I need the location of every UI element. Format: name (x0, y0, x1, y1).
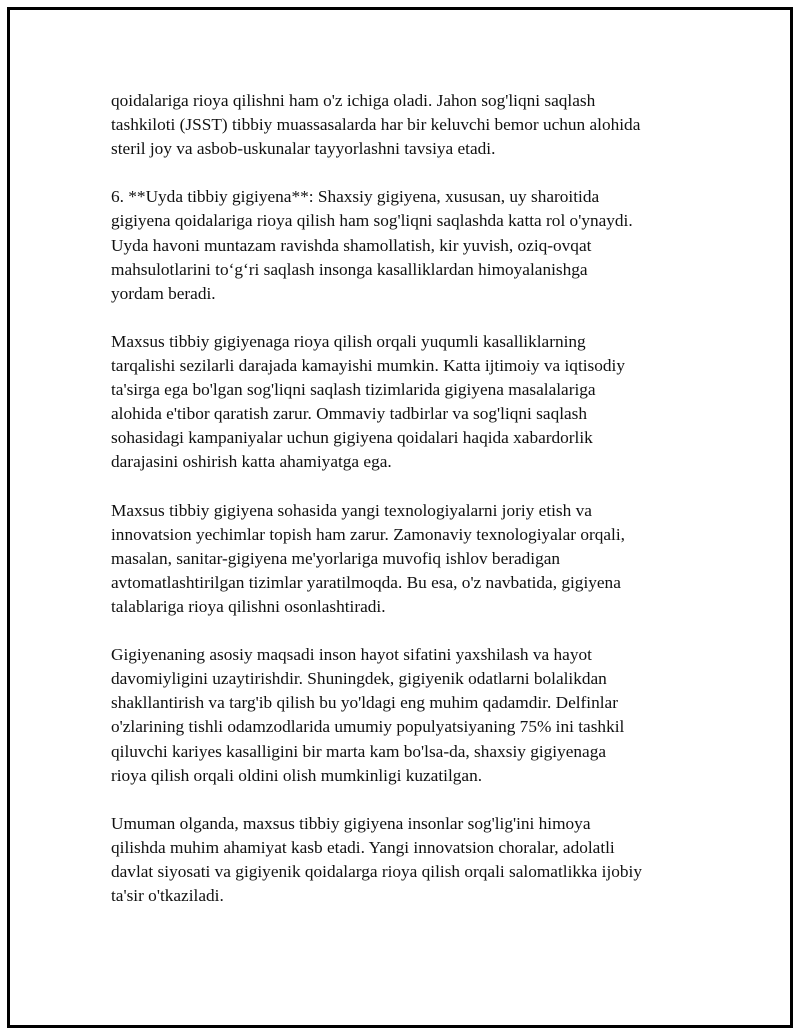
paragraph-2: 6. **Uyda tibbiy gigiyena**: Shaxsiy gigiyena, xususan, uy sharoitida gigiyena qoidalariga rioya qilish ham sog'liqni saqlashda katta rol o'ynaydi. Uyda havoni muntazam ravishda shamollatish, kir yuvish, oziq-ovqat mahsulotlarini to‘g‘ri saqlash insonga kasalliklardan himoyalanishga yordam beradi. (111, 187, 633, 303)
paragraph-3: Maxsus tibbiy gigiyenaga rioya qilish orqali yuqumli kasalliklarning tarqalishi sezilarli darajada kamayishi mumkin. Katta ijtimoiy va iqtisodiy ta'sirga ega bo'lgan sog'liqni saqlash tizimlarida gigiyena masalalariga alohida e'tibor qaratish zarur. Ommaviy tadbirlar va sog'liqni saqlash sohasidagi kampaniyalar uchun gigiyena qoidalari haqida xabardorlik darajasini oshirish katta ahamiyatga ega. (111, 331, 625, 472)
paragraph-5: Gigiyenaning asosiy maqsadi inson hayot sifatini yaxshilash va hayot davomiyligini uzaytirishdir. Shuningdek, gigiyenik odatlarni bolalikdan shakllantirish va targ'ib qilish bu yo'ldagi eng muhim qadamdir. Delfinlar o'zlarining tishli odamzodlarida umumiy populyatsiyaning 75% ini tashkil qiluvchi kariyes kasalligini bir marta kam bo'lsa-da, shaxsiy gigiyenaga rioya qilish orqali oldini olish mumkinligi kuzatilgan. (111, 645, 625, 785)
paragraph-1: qoidalariga rioya qilishni ham o'z ichiga oladi. Jahon sog'liqni saqlash tashkiloti (JSST) tibbiy muassasalarda har bir keluvchi bemor uchun alohida steril joy va asbob-uskunalar tayyorlashni tavsiya etadi. (111, 91, 641, 159)
document-body (111, 89, 711, 932)
paragraph-4: Maxsus tibbiy gigiyena sohasida yangi texnologiyalarni joriy etish va innovatsion yechimlar topish ham zarur. Zamonaviy texnologiyalar orqali, masalan, sanitar-gigiyena me'yorlariga muvofiq ishlov beradigan avtomatlashtirilgan tizimlar yaratilmoqda. Bu esa, o'z navbatida, gigiyena talablariga rioya qilishni osonlashtiradi. (111, 500, 625, 616)
paragraph-6: Umuman olganda, maxsus tibbiy gigiyena insonlar sog'lig'ini himoya qilishda muhim ahamiyat kasb etadi. Yangi innovatsion choralar, adolatli davlat siyosati va gigiyenik qoidalarga rioya qilish orqali salomatlikka ijobiy ta'sir o'tkaziladi. (111, 813, 642, 906)
